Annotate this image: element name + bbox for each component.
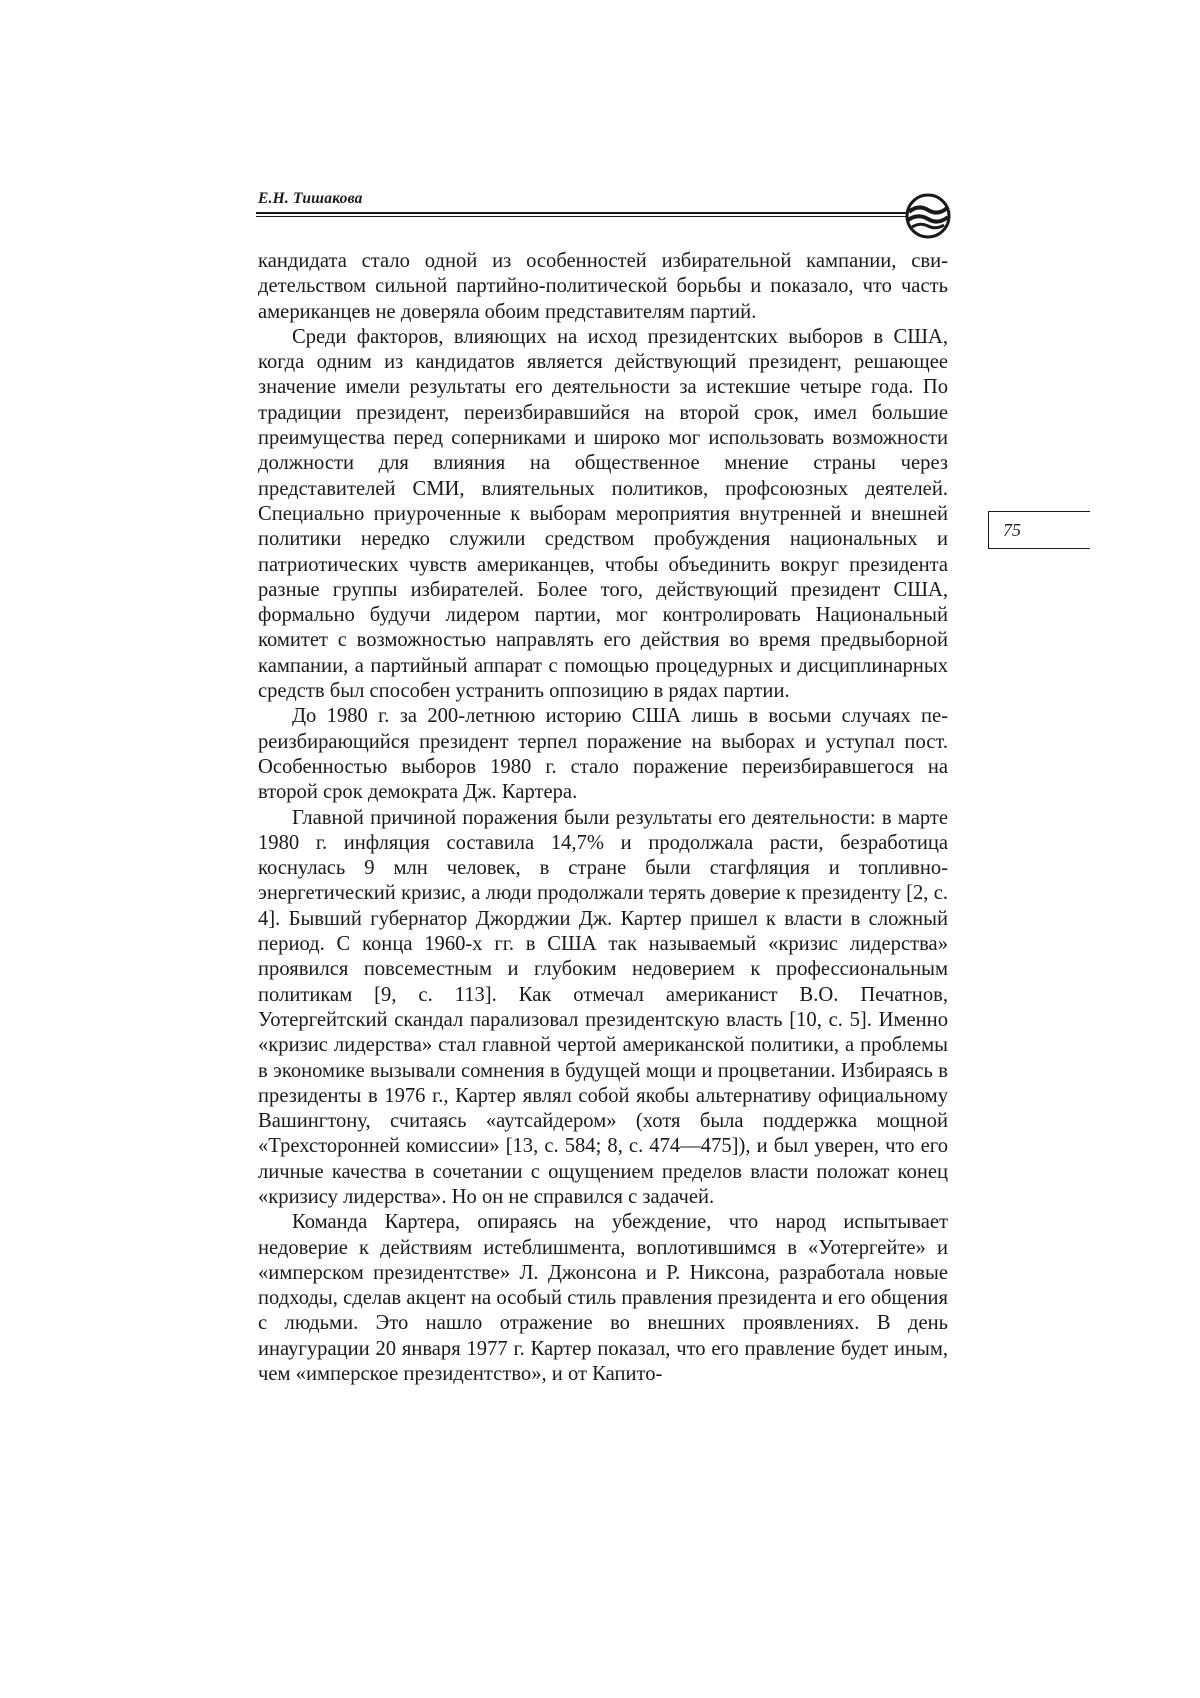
header-rule-thick	[256, 212, 906, 214]
paragraph: Главной причиной поражения были результаты его деятельности: в марте 1980 г. инфляция составила 14,7% и продолжала расти, безработица коснулась 9 млн человек, в стране были стагфляция и топливно-энергетический кризис, а люди продолжали терять доверие к президенту [2, с. 4]. Бывший губернатор Джорджии Дж. Картер пришел к власти в сложный период. С конца 1960-х гг. в США так называемый «кризис лидерства» проявился повсеместным и глубоким недоверием к профессиональным политикам [9, с. 113]. Как отмечал американист В.О. Печатнов, Уотергейтский скандал парализовал президентскую власть [10, с. 5]. Именно «кризис лидерства» стал главной чертой американской политики, а проблемы в экономике вызывали сомнения в будущей мощи и процветании. Избираясь в президенты в 1976 г., Картер являл собой якобы альтернативу официальному Вашингтону, считаясь «аутсайдером» (хотя была поддержка мощной «Трехсторонней комиссии» [13, с. 584; 8, с. 474—475]), и был уверен, что его личные качества в сочетании с ощущением пределов власти положат конец «кризису лидерства». Но он не справился с задачей.	[258, 806, 948, 1208]
running-header-author: Е.Н. Тишакова	[258, 190, 363, 207]
header-rule-thin	[256, 216, 906, 217]
page-number: 75	[1003, 520, 1021, 540]
paragraph: До 1980 г. за 200-летнюю историю США лишь в восьми случаях переизбирающийся президент терпел поражение на выборах и уступал пост. Особенностью выборов 1980 г. стало поражение переизбиравшегося на второй срок демократа Дж. Картера.	[258, 705, 948, 804]
page-number-box	[988, 511, 1090, 549]
paragraph-continued: кандидата стало одной из особенностей избирательной кампании, свидетельством сильной партийно-политической борьбы и показало, что часть американцев не доверяла обоим представителям партий.	[258, 250, 948, 323]
article-body	[258, 249, 948, 1387]
journal-wave-logo-icon	[904, 192, 952, 240]
paragraph: Команда Картера, опираясь на убеждение, что народ испытывает недоверие к действиям истеблишмента, воплотившимся в «Уотергейте» и «имперском президентстве» Л. Джонсона и Р. Никсона, разработала новые подходы, сделав акцент на особый стиль правления президента и его общения с людьми. Это нашло отражение во внешних проявлениях. В день инаугурации 20 января 1977 г. Картер показал, что его правление будет иным, чем «имперское президентство», и от Капито-	[258, 1211, 948, 1386]
paragraph: Среди факторов, влияющих на исход президентских выборов в США, когда одним из кандидатов является действующий президент, решающее значение имели результаты его деятельности за истекшие четыре года. По традиции президент, переизбиравшийся на второй срок, имел большие преимущества перед соперниками и широко мог использовать возможности должности для влияния на общественное мнение страны через представителей СМИ, влиятельных политиков, профсоюзных деятелей. Специально приуроченные к выборам мероприятия внутренней и внешней политики нередко служили средством пробуждения национальных и патриотических чувств американцев, чтобы объединить вокруг президента разные группы избирателей. Более того, действующий президент США, формально будучи лидером партии, мог контролировать Национальный комитет с возможностью направлять его действия во время предвыборной кампании, а партийный аппарат с помощью процедурных и дисциплинарных средств был способен устранить оппозицию в рядах партии.	[258, 325, 948, 703]
